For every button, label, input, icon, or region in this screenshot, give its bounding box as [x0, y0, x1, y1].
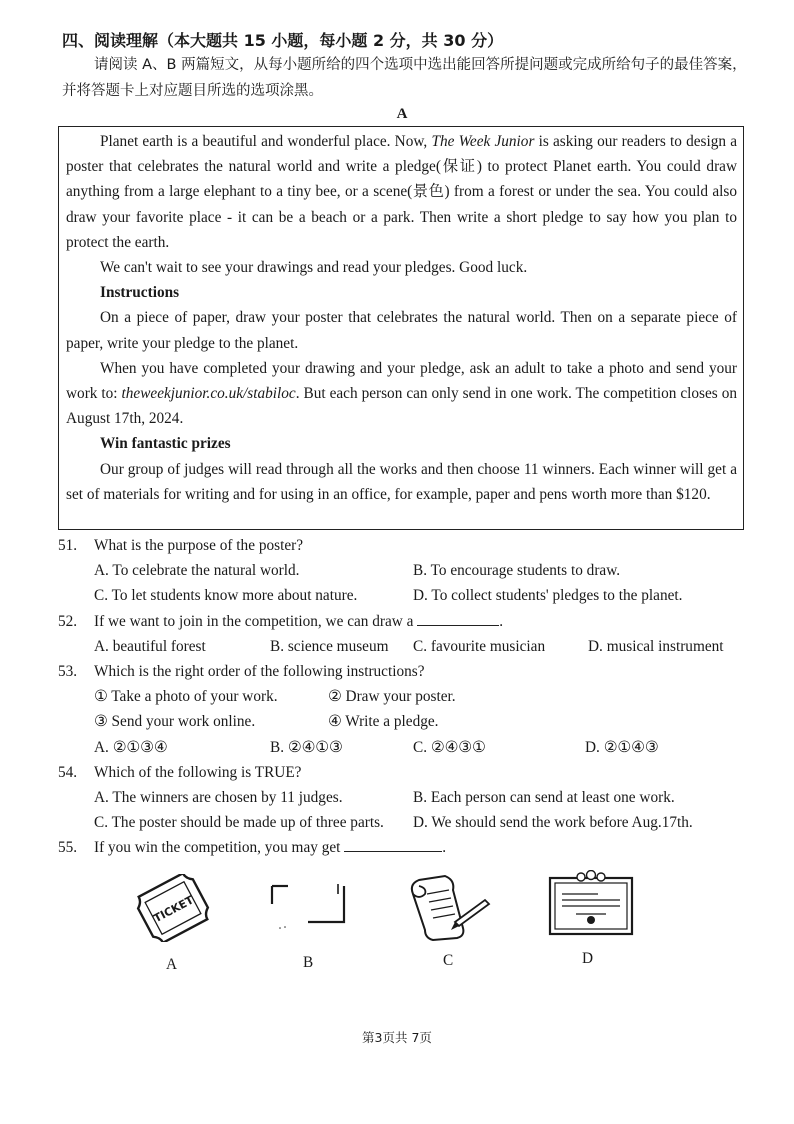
passage-heading-instructions: Instructions: [100, 284, 180, 302]
question-55: 55. If you win the competition, you may get .: [58, 839, 447, 857]
answer-pictures: [0, 860, 794, 980]
option-53-d[interactable]: D. ②①④③: [585, 738, 659, 756]
passage-heading-prizes: Win fantastic prizes: [100, 435, 231, 453]
option-53-b[interactable]: B. ②④①③: [270, 738, 343, 756]
certificate-icon[interactable]: [546, 870, 636, 938]
option-51-c[interactable]: C. To let students know more about nature.: [94, 587, 358, 605]
picture-label-a: A: [166, 956, 178, 973]
option-52-a[interactable]: A. beautiful forest: [94, 637, 206, 655]
svg-text:TICKET: TICKET: [151, 893, 196, 926]
option-53-c[interactable]: C. ②④③①: [413, 738, 486, 756]
option-53-a[interactable]: A. ②①③④: [94, 738, 168, 756]
instruction-item-4: ④ Write a pledge.: [328, 713, 439, 731]
answer-blank: [417, 611, 499, 626]
picture-label-d: D: [582, 950, 594, 967]
option-52-c[interactable]: C. favourite musician: [413, 637, 546, 655]
instruction-item-2: ② Draw your poster.: [328, 688, 456, 706]
passage-paragraph-3: On a piece of paper, draw your poster that celebrates the natural world. Then on a separate piece of paper, write your pledge to the planet.: [66, 309, 737, 352]
question-54-options-row-2: [58, 810, 748, 835]
option-51-b[interactable]: B. To encourage students to draw.: [413, 562, 621, 580]
question-53-options: [58, 735, 748, 760]
option-54-d[interactable]: D. We should send the work before Aug.17th.: [413, 814, 693, 832]
question-51-options-row-1: [58, 558, 748, 583]
questions-list: [58, 533, 748, 861]
section-directions: 请阅读 A、B 两篇短文，从每小题所给的四个选项中选出能回答所提问题或完成所给句子的最佳答案，并将答题卡上对应题目所选的选项涂黑。: [62, 57, 747, 99]
ticket-icon[interactable]: [132, 874, 214, 942]
passage-paragraph-1: Planet earth is a beautiful and wonderful place. Now, The Week Junior is asking our readers to design a poster that celebrates the natural world and write a pledge(保证) to protect Planet earth. You could draw anything from a large elephant to a tiny bee, or a scene(景色) from a forest or under the sea. You could also draw your favorite place - it can be a beach or a park. Then write a short pledge to say how you plan to protect the earth.: [66, 133, 738, 251]
passage-paragraph-4: When you have completed your drawing and your pledge, ask an adult to take a photo and send your work to: theweekjunior.co.uk/stabiloc. But each person can only send in one work. The competition closes on August 17th, 2024.: [66, 359, 737, 428]
option-54-b[interactable]: B. Each person can send at least one work.: [413, 788, 675, 806]
question-52-options: [58, 634, 748, 659]
option-51-a[interactable]: A. To celebrate the natural world.: [94, 562, 300, 580]
instruction-item-3: ③ Send your work online.: [94, 713, 256, 731]
question-51-options-row-2: [58, 583, 748, 608]
passage-box: [58, 126, 744, 530]
option-54-c[interactable]: C. The poster should be made up of three parts.: [94, 814, 384, 832]
passage-paragraph-5: Our group of judges will read through all the works and then choose 11 winners. Each winner will get a set of materials for writing and for using in an office, for example, paper and pens worth more than $120.: [66, 460, 737, 503]
question-52: 52. If we want to join in the competition, we can draw a .: [58, 612, 504, 630]
question-54: 54. Which of the following is TRUE?: [58, 763, 302, 781]
picture-label-b: B: [303, 954, 314, 971]
question-54-options-row-1: [58, 785, 748, 810]
frame-icon[interactable]: [268, 880, 352, 932]
picture-label-c: C: [443, 952, 454, 969]
answer-blank: [344, 837, 442, 852]
passage-paragraph-2: We can't wait to see your drawings and read your pledges. Good luck.: [100, 259, 528, 277]
option-51-d[interactable]: D. To collect students' pledges to the planet.: [413, 587, 683, 605]
question-51: 51. What is the purpose of the poster?: [58, 537, 303, 554]
question-53-items-row-1: [58, 684, 748, 709]
option-54-a[interactable]: A. The winners are chosen by 11 judges.: [94, 788, 343, 806]
scroll-pen-icon[interactable]: [405, 872, 491, 942]
instruction-item-1: ① Take a photo of your work.: [94, 688, 278, 706]
question-53-items-row-2: [58, 709, 748, 734]
passage-label: A: [396, 106, 408, 122]
question-53: 53. Which is the right order of the following instructions?: [58, 662, 425, 680]
option-52-d[interactable]: D. musical instrument: [588, 637, 724, 655]
option-52-b[interactable]: B. science museum: [270, 637, 389, 655]
section-title: 四、阅读理解（本大题共 15 小题，每小题 2 分，共 30 分）: [62, 31, 504, 50]
page-footer: 第3页共 7页: [362, 1030, 432, 1045]
